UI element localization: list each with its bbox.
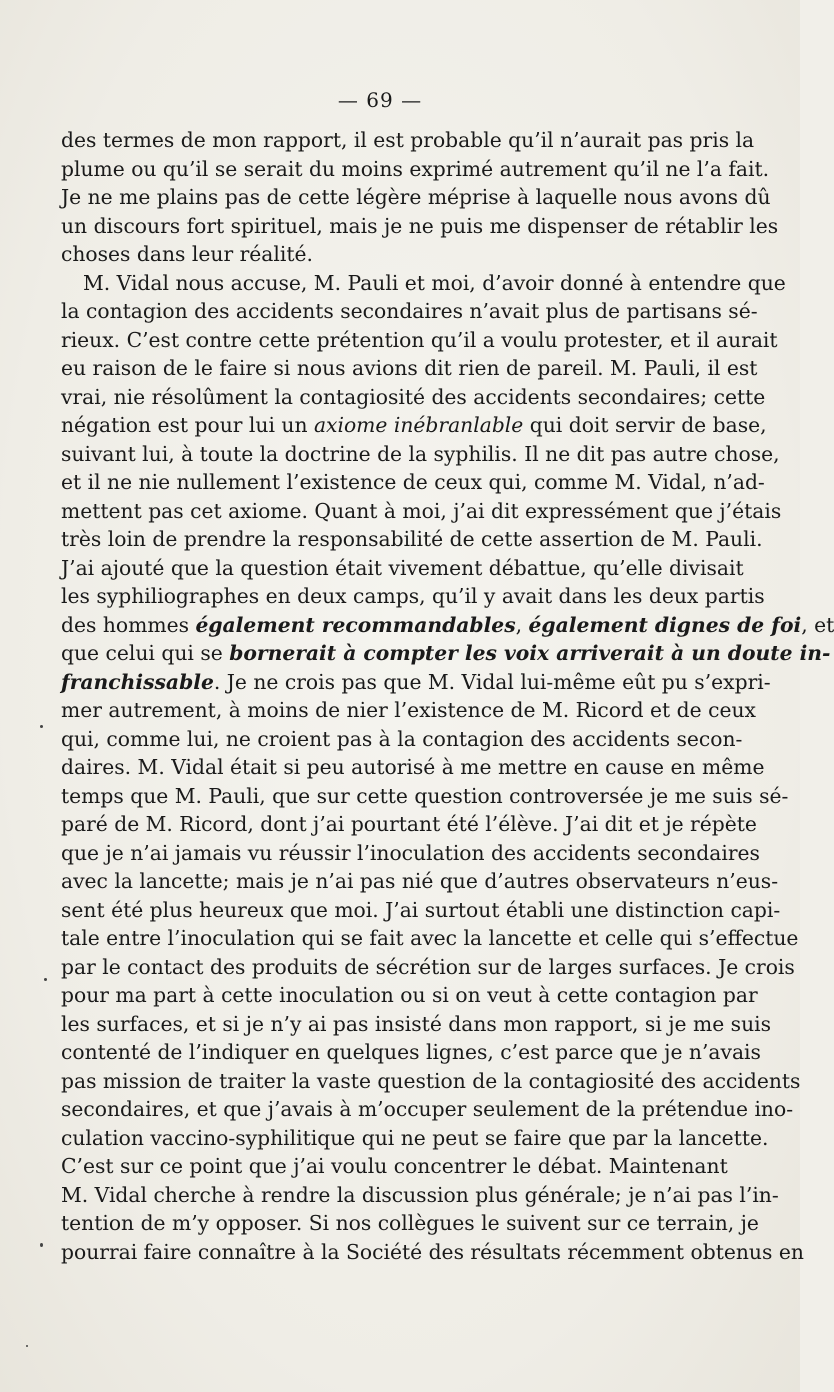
text-line	[61, 668, 771, 697]
ink-speck	[40, 725, 43, 728]
ink-speck	[40, 1243, 43, 1247]
text-line	[61, 782, 789, 811]
emphasis-text: également recommandables	[195, 612, 516, 637]
text-segment: qui doit servir de base,	[523, 413, 767, 437]
text-line	[61, 212, 779, 241]
text-segment: , et	[801, 612, 834, 637]
text-segment: vrai, nie résolûment la contagiosité des accidents secondaires; cette	[61, 384, 766, 409]
text-line	[61, 326, 778, 355]
text-segment: les surfaces, et si je n’y ai pas insisté dans mon rapport, si je me suis	[61, 1011, 772, 1036]
text-segment: les syphiliographes en deux camps, qu’il y avait dans les deux partis	[61, 584, 765, 608]
emphasis-text: également dignes de foi	[528, 612, 802, 637]
text-segment: négation est pour lui un	[61, 413, 314, 437]
text-line	[61, 240, 699, 269]
text-line	[61, 497, 782, 526]
text-segment: ,	[515, 612, 529, 637]
text-line	[61, 1067, 801, 1096]
emphasis-text: franchissable	[61, 669, 214, 694]
text-line	[61, 953, 795, 982]
text-segment: la contagion des accidents secondaires n’avait plus de partisans sé-	[61, 299, 758, 323]
text-segment: tention de m’y opposer. Si nos collègues le suivent sur ce terrain, je	[61, 1211, 759, 1235]
text-line	[61, 525, 763, 554]
text-segment: pour ma part à cette inoculation ou si on veut à cette contagion par	[61, 983, 758, 1007]
text-segment: des hommes	[61, 612, 196, 637]
text-line	[61, 411, 767, 440]
text-line	[61, 269, 786, 298]
text-segment: choses dans leur réalité.	[61, 242, 313, 266]
emphasis-text: bornerait à compter les voix arriverait à un doute in-	[229, 641, 831, 665]
text-line	[61, 440, 780, 469]
text-line	[61, 582, 765, 611]
text-segment: daires. M. Vidal était si peu autorisé à me mettre en cause en même	[61, 755, 765, 779]
text-line	[61, 696, 756, 725]
text-line	[61, 1238, 804, 1267]
text-segment: . Je ne crois pas que M. Vidal lui-même eût pu s’expri-	[213, 669, 771, 694]
text-segment: sent été plus heureux que moi. J’ai surtout établi une distinction capi-	[61, 897, 781, 922]
text-line	[61, 468, 765, 497]
text-segment: des termes de mon rapport, il est probable qu’il n’aurait pas pris la	[61, 128, 755, 152]
text-line	[61, 383, 766, 412]
text-line	[61, 1181, 779, 1210]
text-segment: qui, comme lui, ne croient pas à la contagion des accidents secon-	[61, 726, 743, 751]
page-number: — 69 —	[337, 88, 423, 112]
text-segment: mer autrement, à moins de nier l’existence de M. Ricord et de ceux	[61, 698, 756, 722]
text-line	[61, 1209, 759, 1238]
text-segment: tale entre l’inoculation qui se fait avec la lancette et celle qui s’effectue	[61, 926, 799, 950]
ink-speck	[26, 1345, 28, 1347]
text-line	[61, 554, 744, 583]
text-segment: J’ai ajouté que la question était vivement débattue, qu’elle divisait	[61, 555, 744, 580]
text-line	[61, 839, 760, 868]
text-segment: pas mission de traiter la vaste question de la contagiosité des accidents	[61, 1068, 801, 1093]
text-segment: que celui qui se	[61, 641, 230, 665]
text-line	[61, 297, 758, 326]
text-segment: Je ne me plains pas de cette légère méprise à laquelle nous avons dû	[61, 185, 771, 209]
text-line	[61, 981, 758, 1010]
text-segment: M. Vidal cherche à rendre la discussion plus générale; je n’ai pas l’in-	[61, 1182, 779, 1207]
text-segment: plume ou qu’il se serait du moins exprimé autrement qu’il ne l’a fait.	[61, 156, 770, 181]
text-line	[61, 611, 834, 640]
text-line	[61, 1152, 728, 1181]
text-segment: et il ne nie nullement l’existence de ceux qui, comme M. Vidal, n’ad-	[61, 470, 765, 494]
text-line	[61, 1124, 769, 1153]
text-line	[61, 753, 765, 782]
text-line	[61, 810, 757, 839]
text-segment: culation vaccino-syphilitique qui ne peut se faire que par la lancette.	[61, 1125, 769, 1150]
text-segment: paré de M. Ricord, dont j’ai pourtant été l’élève. J’ai dit et je répète	[61, 812, 757, 836]
text-line	[61, 639, 831, 668]
body-text	[61, 126, 834, 1266]
text-line	[61, 1038, 761, 1067]
text-segment: mettent pas cet axiome. Quant à moi, j’ai dit expressément que j’étais	[61, 498, 782, 523]
emphasis-text: axiome inébranlable	[313, 413, 524, 437]
text-segment: temps que M. Pauli, que sur cette question controversée je me suis sé-	[61, 783, 789, 808]
text-line	[61, 1095, 794, 1124]
text-line	[61, 1010, 772, 1039]
text-line	[61, 183, 771, 212]
text-line	[61, 867, 779, 896]
text-segment: contenté de l’indiquer en quelques lignes, c’est parce que je n’avais	[61, 1040, 761, 1064]
text-line	[61, 924, 799, 953]
text-line	[61, 725, 743, 754]
text-segment: pourrai faire connaître à la Société des résultats récemment obtenus en	[61, 1239, 804, 1264]
text-line	[61, 155, 770, 184]
text-segment: que je n’ai jamais vu réussir l’inoculation des accidents secondaires	[61, 840, 760, 865]
text-segment: suivant lui, à toute la doctrine de la syphilis. Il ne dit pas autre chose,	[61, 441, 780, 466]
text-segment: secondaires, et que j’avais à m’occuper seulement de la prétendue ino-	[61, 1097, 794, 1121]
text-line	[61, 896, 781, 925]
text-segment: M. Vidal nous accuse, M. Pauli et moi, d’avoir donné à entendre que	[83, 270, 786, 295]
text-segment: avec la lancette; mais je n’ai pas nié que d’autres observateurs n’eus-	[61, 869, 779, 893]
text-line	[61, 126, 755, 155]
text-segment: très loin de prendre la responsabilité de cette assertion de M. Pauli.	[61, 527, 763, 551]
text-segment: par le contact des produits de sécrétion sur de larges surfaces. Je crois	[61, 954, 795, 979]
text-segment: rieux. C’est contre cette prétention qu’il a voulu protester, et il aurait	[61, 327, 778, 352]
text-line	[61, 354, 758, 383]
text-segment: un discours fort spirituel, mais je ne puis me dispenser de rétablir les	[61, 213, 779, 238]
text-segment: C’est sur ce point que j’ai voulu concentrer le débat. Maintenant	[61, 1154, 728, 1178]
text-segment: eu raison de le faire si nous avions dit rien de pareil. M. Pauli, il est	[61, 356, 758, 380]
ink-speck	[44, 978, 47, 981]
